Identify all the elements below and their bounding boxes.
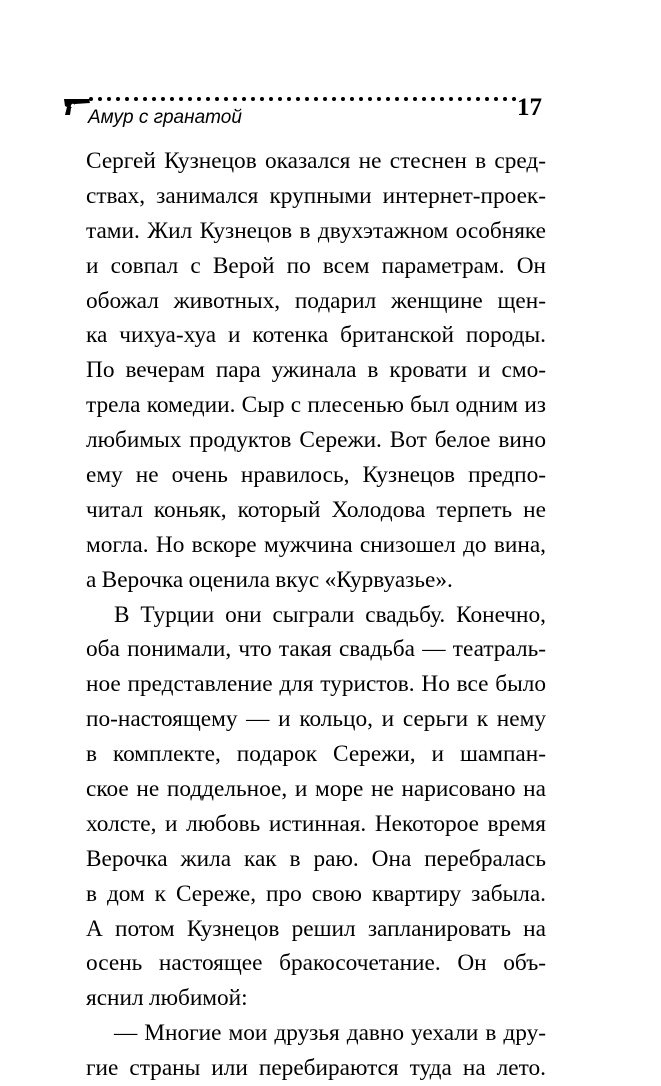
paragraph: [86, 1016, 546, 1086]
text-line: тами. Жил Кузнецов в двухэтажном особняке: [86, 217, 546, 244]
text-line: ное представление для туристов. Но все было: [86, 671, 546, 698]
paragraph: [86, 144, 546, 598]
text-line: ка чихуа-хуа и котенка британской породы.: [86, 322, 546, 349]
text-line: в комплекте, подарок Сережи, и шампан-: [86, 741, 546, 768]
text-line: читал коньяк, который Холодова терпеть не: [86, 496, 546, 523]
dotted-rule: [88, 96, 520, 102]
text-line: ему не очень нравилось, Кузнецов предпо-: [86, 462, 546, 489]
paragraph: [86, 598, 546, 1017]
text-line: осень настоящее бракосочетание. Он объ-: [86, 950, 546, 977]
text-line: холсте, и любовь истинная. Некоторое время: [86, 810, 546, 837]
text-line: а Верочка оценила вкус «Курвуазье».: [86, 566, 453, 593]
text-line: ствах, занимался крупными интернет-проек-: [86, 182, 546, 209]
text-line: Сергей Кузнецов оказался не стеснен в сред-: [86, 148, 546, 174]
text-line: могла. Но вскоре мужчина снизошел до вина,: [86, 531, 546, 558]
text-line: по-настоящему — и кольцо, и серьги к нему: [86, 706, 546, 733]
page-number: 17: [517, 94, 542, 121]
body-text: [86, 144, 546, 1086]
text-line: А потом Кузнецов решил запланировать на: [86, 915, 546, 942]
text-line: ское не поддельное, и море не нарисовано на: [86, 776, 546, 803]
running-title: Амур с гранатой: [88, 107, 242, 128]
text-line: яснил любимой:: [86, 985, 248, 1012]
text-line: По вечерам пара ужинала в кровати и смо-: [86, 357, 546, 384]
text-line: и совпал с Верой по всем параметрам. Он: [86, 252, 546, 279]
text-line: оба понимали, что такая свадьба — театраль-: [86, 636, 546, 663]
text-line: любимых продуктов Сережи. Вот белое вино: [86, 427, 546, 454]
text-line: трела комедии. Сыр с плесенью был одним из: [86, 392, 546, 419]
running-header: [62, 92, 552, 132]
text-line: В Турции они сыграли свадьбу. Конечно,: [114, 601, 546, 628]
text-line: обожал животных, подарил женщине щен-: [86, 287, 546, 314]
text-line: Верочка жила как в раю. Она перебралась: [86, 845, 546, 872]
text-line: гие страны или перебираются туда на лето.: [86, 1055, 546, 1082]
text-line: — Многие мои друзья давно уехали в дру-: [114, 1020, 546, 1047]
text-line: в дом к Сереже, про свою квартиру забыла.: [86, 880, 546, 907]
